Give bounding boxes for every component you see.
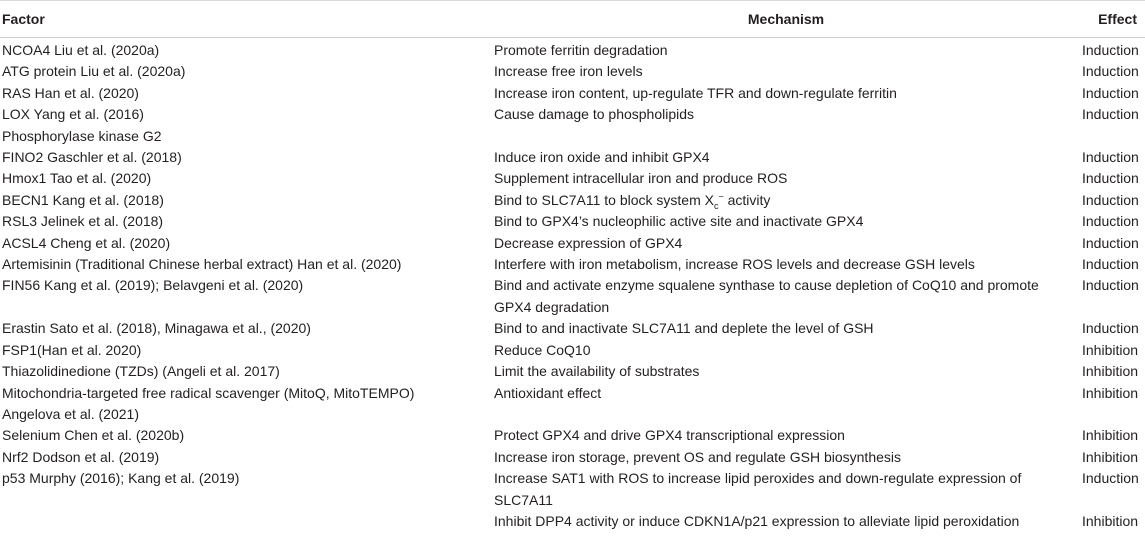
- effect-cell: Induction: [1082, 320, 1139, 337]
- factor-cell: FIN56 Kang et al. (2019); Belavgeni et al. (2020): [2, 277, 304, 294]
- mechanism-cell: Cause damage to phospholipids: [494, 106, 695, 123]
- effect-cell: Inhibition: [1082, 448, 1139, 465]
- mechanism-cell: [494, 126, 1078, 147]
- mechanism-cell: Protect GPX4 and drive GPX4 transcriptional expression: [494, 427, 845, 444]
- table-row: [0, 126, 1145, 147]
- table-row: [0, 361, 1145, 382]
- mechanism-cell: Bind to and inactivate SLC7A11 and deplete the level of GSH: [494, 320, 874, 337]
- table-row: [0, 61, 1145, 82]
- effect-cell: Inhibition: [1082, 384, 1139, 401]
- table-row: [0, 147, 1145, 168]
- mechanism-cell: Interfere with iron metabolism, increase ROS levels and decrease GSH levels: [494, 256, 975, 273]
- factor-cell: NCOA4 Liu et al. (2020a): [2, 42, 160, 58]
- effect-cell: [1078, 126, 1145, 147]
- table-row: [0, 447, 1145, 468]
- mechanism-cell: Limit the availability of substrates: [494, 363, 700, 380]
- effect-cell: Induction: [1082, 149, 1139, 166]
- mechanism-cell: [494, 404, 1078, 425]
- factor-cell: Thiazolidinedione (TZDs) (Angeli et al. 2017): [2, 363, 280, 380]
- header-effect: Effect: [1078, 1, 1145, 38]
- table-row: [0, 425, 1145, 446]
- effect-cell: Induction: [1082, 470, 1139, 487]
- header-factor: Factor: [0, 1, 494, 38]
- effect-cell: Inhibition: [1082, 363, 1139, 380]
- mechanism-cell: Bind and activate enzyme squalene synthase to cause depletion of CoQ10 and promote GPX4 degradation: [494, 277, 1039, 315]
- table-row: [0, 190, 1145, 211]
- mechanism-cell: Increase iron content, up-regulate TFR and down-regulate ferritin: [494, 84, 897, 101]
- mechanism-cell: Inhibit DPP4 activity or induce CDKN1A/p21 expression to alleviate lipid peroxidation: [494, 512, 1020, 529]
- factor-cell: BECN1 Kang et al. (2018): [2, 191, 164, 208]
- table-row: [0, 404, 1145, 425]
- factor-cell: Nrf2 Dodson et al. (2019): [2, 448, 160, 465]
- table-row: [0, 318, 1145, 339]
- table-row: [0, 168, 1145, 189]
- factor-cell: FINO2 Gaschler et al. (2018): [2, 149, 182, 166]
- mechanism-cell: Promote ferritin degradation: [494, 42, 668, 58]
- table-row: [0, 83, 1145, 104]
- header-row: [0, 1, 1145, 38]
- effect-cell: Induction: [1082, 191, 1139, 208]
- table-row: [0, 511, 1145, 532]
- factor-cell: Hmox1 Tao et al. (2020): [2, 170, 152, 187]
- header-mechanism: Mechanism: [494, 1, 1078, 38]
- table-row: [0, 383, 1145, 404]
- table-row: [0, 211, 1145, 232]
- mechanism-cell: Bind to GPX4’s nucleophilic active site and inactivate GPX4: [494, 213, 864, 230]
- effect-cell: Induction: [1082, 277, 1139, 294]
- effect-cell: Induction: [1082, 42, 1139, 58]
- factor-cell: Artemisinin (Traditional Chinese herbal extract) Han et al. (2020): [2, 256, 402, 273]
- factor-cell: Phosphorylase kinase G2: [2, 127, 162, 144]
- mechanism-cell: Antioxidant effect: [494, 384, 602, 401]
- factor-cell: FSP1(Han et al. 2020): [2, 341, 142, 358]
- factor-cell: RAS Han et al. (2020): [2, 84, 139, 101]
- mechanism-cell: Reduce CoQ10: [494, 341, 591, 358]
- table-row: [0, 340, 1145, 361]
- factor-cell: Mitochondria-targeted free radical scavenger (MitoQ, MitoTEMPO): [2, 384, 415, 401]
- effect-cell: Induction: [1082, 106, 1139, 123]
- mechanism-text-tail: activity: [723, 191, 771, 208]
- mechanism-subscript: c: [713, 200, 719, 211]
- mechanism-cell: Increase SAT1 with ROS to increase lipid peroxides and down-regulate expression of SLC7A11: [494, 470, 1022, 508]
- mechanism-cell: Induce iron oxide and inhibit GPX4: [494, 149, 710, 166]
- effect-cell: Induction: [1082, 170, 1139, 187]
- effect-cell: Inhibition: [1082, 427, 1139, 444]
- table-row: [0, 233, 1145, 254]
- factor-cell: Angelova et al. (2021): [2, 405, 139, 422]
- table-row: [0, 104, 1145, 125]
- mechanism-text: Bind to SLC7A11 to block system X: [494, 191, 714, 208]
- factor-cell: Selenium Chen et al. (2020b): [2, 427, 185, 444]
- factor-cell: RSL3 Jelinek et al. (2018): [2, 213, 164, 230]
- effect-cell: Inhibition: [1082, 341, 1139, 358]
- mechanism-superscript: −: [718, 191, 724, 202]
- factor-cell: Erastin Sato et al. (2018), Minagawa et al., (2020): [2, 320, 311, 337]
- effect-cell: Induction: [1082, 234, 1139, 251]
- factor-cell: LOX Yang et al. (2016): [2, 106, 144, 123]
- table-row: [0, 38, 1145, 62]
- mechanism-cell: Decrease expression of GPX4: [494, 234, 683, 251]
- mechanism-cell: Increase iron storage, prevent OS and regulate GSH biosynthesis: [494, 448, 901, 465]
- factor-cell: p53 Murphy (2016); Kang et al. (2019): [2, 470, 240, 487]
- mechanism-cell: Supplement intracellular iron and produce ROS: [494, 170, 788, 187]
- mechanism-cell: [494, 190, 1078, 211]
- effect-cell: [1078, 404, 1145, 425]
- factor-cell: ATG protein Liu et al. (2020a): [2, 63, 186, 80]
- table-row: [0, 468, 1145, 511]
- effect-cell: Induction: [1082, 256, 1139, 273]
- mechanism-cell: Increase free iron levels: [494, 63, 643, 80]
- table-row: [0, 275, 1145, 318]
- factor-cell: ACSL4 Cheng et al. (2020): [2, 234, 171, 251]
- effect-cell: Induction: [1082, 213, 1139, 230]
- effect-cell: Induction: [1082, 84, 1139, 101]
- effect-cell: Inhibition: [1082, 512, 1139, 529]
- table-row: [0, 254, 1145, 275]
- factor-cell: [0, 511, 494, 532]
- effect-cell: Induction: [1082, 63, 1139, 80]
